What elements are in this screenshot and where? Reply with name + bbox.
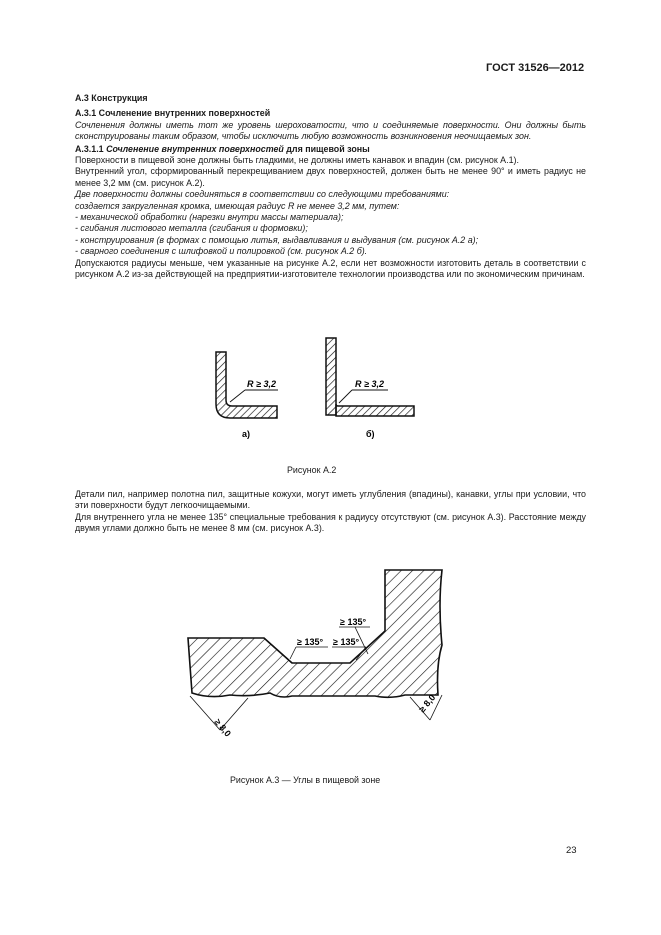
dimension-label-right: ≥ 8,0 [416,692,438,715]
section-body [75,93,586,281]
subsubsection-title [75,144,586,155]
vertical-plate-b [326,338,336,415]
dimension-label-left: ≥ 8,0 [212,716,233,739]
section-title: А.3 Конструкция [75,93,148,103]
page-number: 23 [566,845,577,856]
requirements-line: - механической обработки (нарезки внутри массы материала); [75,212,344,223]
radius-label-a: R ≥ 3,2 [247,379,276,389]
paragraph: Поверхности в пищевой зоне должны быть гладкими, не должны иметь канавок и впадин (см. рисунок А.1). [75,155,519,166]
requirements-line: - конструирования (в формах с помощью литья, выдавливания и выдувания (см. рисунок А.2 а); [75,234,479,245]
requirements-line: Две поверхности должны соединяться в соответствии со следующими требованиями: [75,189,450,200]
subsection-text: Сочленения должны иметь тот же уровень шероховатости, что и соединяемые поверхности. Они должны быть сконструированы таким образом, чтобы исключить любую возможность возникновения неочищаемых зон. [75,119,586,142]
figure-a2-caption: Рисунок А.2 [287,465,337,475]
leader-line [339,390,352,403]
subsubsection-title-italic: Сочленение внутренних поверхностей [106,143,284,154]
figure-a3-drawing [180,565,450,755]
paragraph: Допускаются радиусы меньше, чем указанные на рисунке А.2, если нет возможности изготовить деталь в соответствии с рисунком А.2 из-за действующей на предприятии-изготовителе технологии производства или по экономическим причинам. [75,257,586,280]
figure-a3-caption: Рисунок А.3 — Углы в пищевой зоне [230,775,381,785]
after-figure-text [75,489,586,535]
figure-label-a: а) [242,429,251,439]
requirements-line: - сварного соединения с шлифовкой и полировкой (см. рисунок А.2 б). [75,246,368,257]
requirements-line: создается закругленная кромка, имеющая радиус R не менее 3,2 мм, путем: [75,200,400,211]
paragraph: Внутренний угол, сформированный перекрещиванием двух поверхностей, должен быть не менее 90° и иметь радиус не менее 3,2 мм (см. рисунок А.2). [75,166,586,188]
leader-line [290,647,296,659]
angle-label-left: ≥ 135° [297,637,324,647]
horizontal-plate-b [336,404,414,416]
figure-a2-drawing [200,330,440,445]
subsubsection-title-rest: для пищевой зоны [286,143,370,154]
leader-line [230,390,245,402]
subsection-title: А.3.1 Сочленение внутренних поверхностей [75,108,271,119]
document-code: ГОСТ 31526—2012 [486,62,585,74]
subsubsection-number: А.3.1.1 [75,143,104,154]
angle-label-top: ≥ 135° [340,617,367,627]
figure-label-b: б) [366,429,375,439]
paragraph: Для внутреннего угла не менее 135° специальные требования к радиусу отсутствуют (см. рисунок А.3). Расстояние между двумя углами должно быть не менее 8 мм (см. рисунок А.3). [75,511,586,534]
angle-label-mid: ≥ 135° [333,637,360,647]
requirements-line: - сгибания листового металла (сгибания и формовки); [75,223,308,234]
profile-section [188,570,442,697]
radius-label-b: R ≥ 3,2 [355,379,384,389]
paragraph: Детали пил, например полотна пил, защитные кожухи, могут иметь углубления (впадины), канавки, углы при условии, что эти поверхности будут легкоочищаемыми. [75,489,586,511]
